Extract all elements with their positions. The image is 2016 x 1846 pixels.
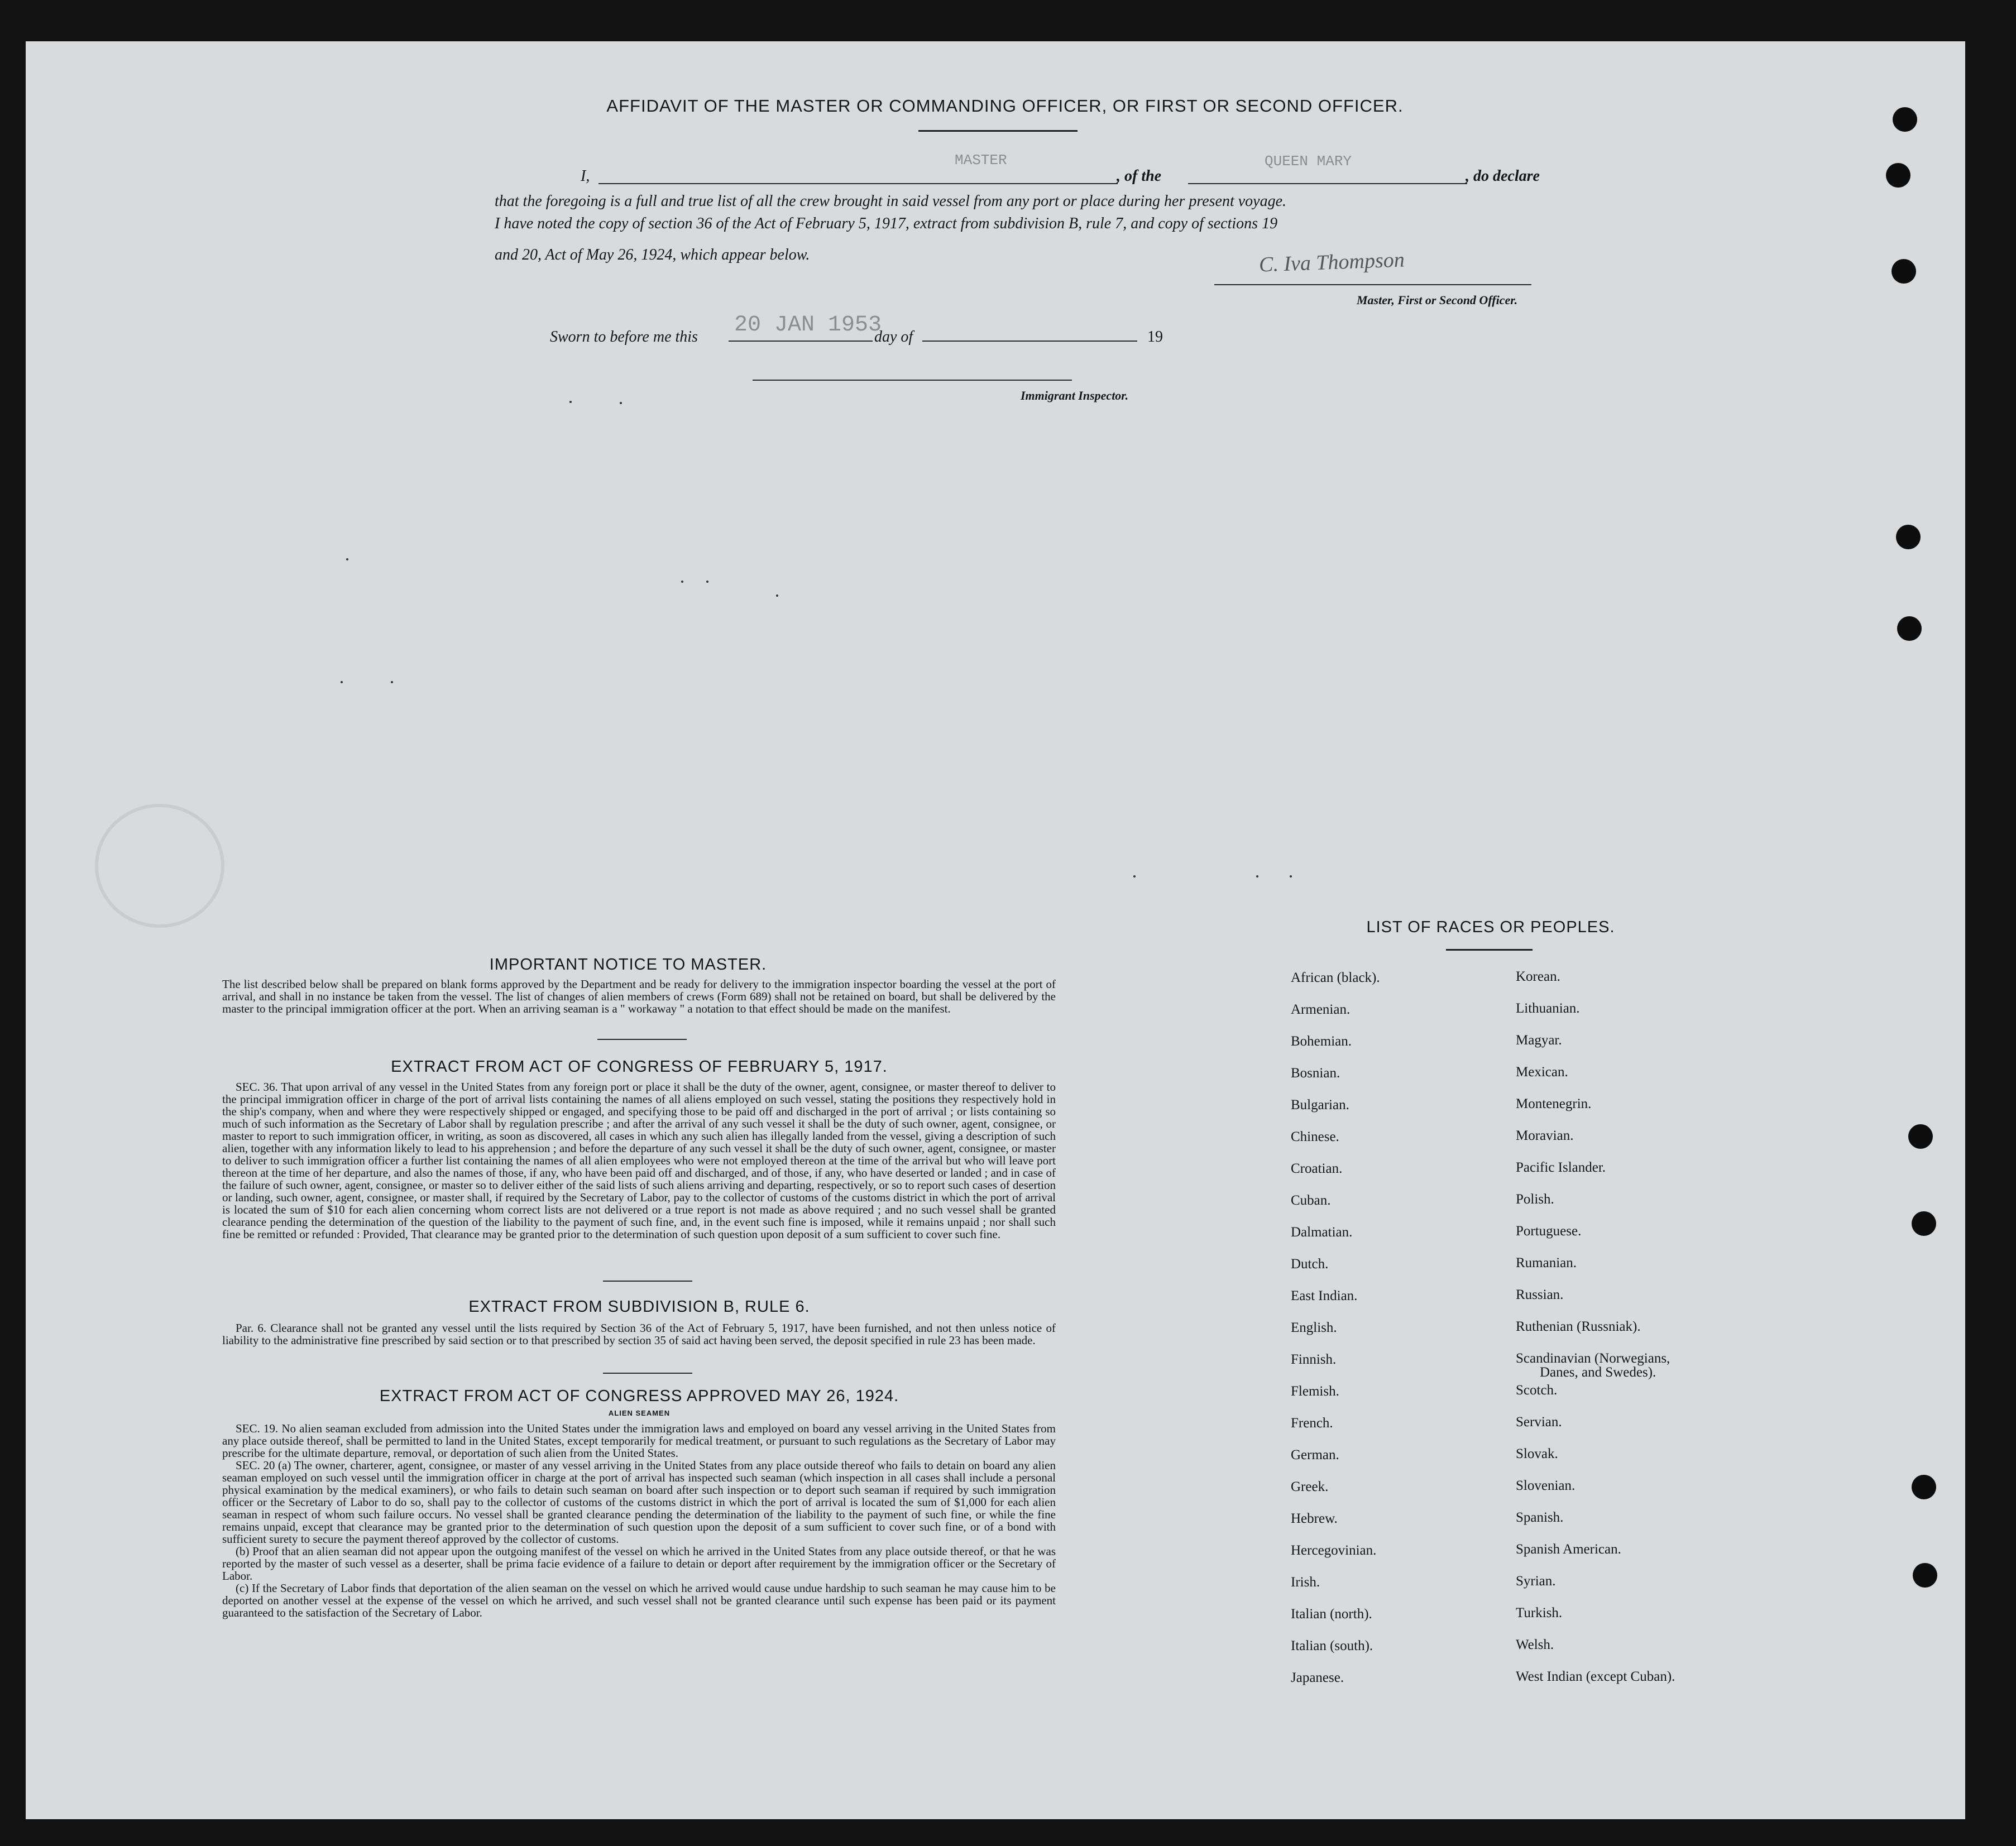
race-left-item: Dalmatian. (1291, 1225, 1353, 1240)
race-right-item: Polish. (1516, 1192, 1554, 1207)
signature-caption: Master, First or Second Officer. (1357, 293, 1518, 307)
race-right-item: Slovak. (1516, 1446, 1558, 1461)
notice-title: IMPORTANT NOTICE TO MASTER. (489, 956, 767, 974)
master-stamp: MASTER (955, 152, 1007, 169)
race-left-item: Cuban. (1291, 1193, 1331, 1208)
race-right-item: Turkish. (1516, 1605, 1563, 1620)
races-title: LIST OF RACES OR PEOPLES. (1366, 918, 1615, 936)
race-right-item-continued: Danes, and Swedes). (1540, 1365, 1656, 1380)
rule6-title: EXTRACT FROM SUBDIVISION B, RULE 6. (468, 1298, 810, 1316)
race-right-item: Pacific Islander. (1516, 1160, 1606, 1175)
race-left-item: Italian (north). (1291, 1607, 1372, 1622)
punch-hole (1892, 259, 1916, 284)
vessel-stamp: QUEEN MARY (1265, 153, 1352, 170)
extract-1917-body: SEC. 36. That upon arrival of any vessel in the United States from any foreign port or place it shall be the duty of the owner, agent, consignee, or master thereof to deliver to the principal immigration officer in charge of the port of arrival lists containing the names of all aliens employed on such vessel, stating the positions they respectively hold in the ship's company, when and where they were respectively shipped or engaged, and specifying those to be paid off and discharged in the port of arrival ; or lists containing so much of such information as the Secretary of Labor shall by regulation prescribe ; and after the arrival of any such vessel it shall be the duty of such owner, agent, consignee, or master to report to such immigration officer, in writing, as soon as discovered, all cases in which any such alien has illegally landed from the vessel, giving a description of such alien, together with any information likely to lead to his apprehension ; and before the departure of any such vessel it shall be the duty of such owner, agent, consignee, or master to deliver to such immigration officer a further list containing the names of all alien employees who were not employed thereon at the time of the arrival but who will leave port thereon at the time of her departure, and also the names of those, if any, who have been paid off and discharged, and of those, if any, who have deserted or landed ; and in case of the failure of such owner, agent, consignee, or master so to deliver either of the said lists of such aliens arriving and departing, respectively, or so to report such cases of desertion or landing, such owner, agent, consignee, or master shall, if required by the Secretary of Labor, pay to the collector of customs of the customs district in which the port of arrival is located the sum of $10 for each alien concerning whom correct lists are not delivered or a true report is not made as above required ; and no such vessel shall be granted clearance pending the determination of the question of the liability to the payment of such fine, and, in the event such fine is imposed, while it remains unpaid ; nor shall such fine be remitted or refunded : Provided, That clearance may be granted prior to the determination of such question upon deposit of a sum sufficient to cover such fine. (222, 1080, 1056, 1241)
race-left-item: German. (1291, 1447, 1339, 1463)
punch-hole (1893, 107, 1917, 132)
punch-hole (1896, 525, 1921, 549)
race-left-item: Bohemian. (1291, 1034, 1352, 1049)
race-right-item: Moravian. (1516, 1128, 1574, 1143)
race-right-item: Scotch. (1516, 1383, 1558, 1398)
section-19: SEC. 19. No alien seaman excluded from admission into the United States under the immigration laws and employed on board any vessel arriving in the United States from any place outside thereof, shall be permitted to land in the United States, except temporarily for medical treatment, or pursuant to such regulations as the Secretary of Labor may prescribe for the ultimate departure, removal, or deportation of such alien from the United States. (222, 1422, 1056, 1460)
inspector-line (753, 380, 1072, 381)
race-left-item: African (black). (1291, 970, 1380, 985)
race-left-item: French. (1291, 1416, 1333, 1431)
race-right-item: Magyar. (1516, 1033, 1562, 1048)
rule6-divider (603, 1373, 692, 1374)
speck (706, 581, 708, 583)
of-the-label: , of the (1117, 167, 1162, 185)
race-right-item: Spanish American. (1516, 1542, 1621, 1557)
race-left-item: Armenian. (1291, 1002, 1351, 1017)
speck (346, 558, 348, 560)
race-right-item: Russian. (1516, 1287, 1564, 1302)
races-title-underline (1446, 949, 1533, 951)
punch-hole (1908, 1124, 1933, 1149)
race-left-item: Croatian. (1291, 1161, 1343, 1176)
section-20a: SEC. 20 (a) The owner, charterer, agent, consignee, or master of any vessel arriving in the United States from any place outside thereof who fails to detain on board any alien seaman employed on such vessel until the immigration officer in charge at the port of arrival has inspected such seaman (which inspection in all cases shall include a personal physical examination by the medical examiners), or who fails to detain such seaman on board after such inspection or to deport such seaman if required by such immigration officer or the Secretary of Labor to do so, shall pay to the collector of customs of the customs district in which the port of arrival is located the sum of $1,000 for each alien seaman in respect of whom such failure occurs. No vessel shall be granted clearance pending the determination of the liability to the payment of such fine, or while the fine remains unpaid, except that clearance may be granted prior to the determination of such question upon the deposit of a sum sufficient to cover such fine, or of a bond with sufficient surety to secure the payment thereof approved by the collector of customs. (222, 1459, 1056, 1546)
speck (776, 594, 778, 597)
race-right-item: Spanish. (1516, 1510, 1564, 1525)
inspector-caption: Immigrant Inspector. (1021, 389, 1129, 402)
race-right-item: Servian. (1516, 1415, 1562, 1430)
race-left-item: Bosnian. (1291, 1066, 1340, 1081)
extract-1917-title: EXTRACT FROM ACT OF CONGRESS OF FEBRUARY 5, 1917. (391, 1058, 888, 1076)
race-left-item: Flemish. (1291, 1384, 1339, 1399)
year-prefix: 19 (1147, 328, 1163, 346)
title-underline (918, 130, 1078, 132)
speck (391, 681, 393, 683)
race-left-item: English. (1291, 1320, 1337, 1335)
speck (569, 401, 572, 403)
race-right-item: Mexican. (1516, 1065, 1568, 1080)
date-stamp: 20 JAN 1953 (734, 313, 882, 338)
race-right-item: Welsh. (1516, 1637, 1554, 1652)
sworn-prefix: Sworn to before me this (550, 328, 698, 346)
race-left-item: Dutch. (1291, 1257, 1329, 1272)
section-20b: (b) Proof that an alien seaman did not appear upon the outgoing manifest of the vessel on which he arrived in the United States from any place outside thereof, or that he was reported by the master of such vessel as a deserter, shall be prima facie evidence of a failure to detain or deport after requirement by the immigration officer or the Secretary of Labor. (222, 1545, 1056, 1583)
speck (681, 581, 683, 583)
speck (1290, 875, 1292, 878)
race-right-item: Ruthenian (Russniak). (1516, 1319, 1641, 1334)
race-left-item: Hercegovinian. (1291, 1543, 1377, 1558)
day-of-label: day of (874, 328, 913, 346)
race-left-item: Irish. (1291, 1575, 1320, 1590)
punch-hole (1912, 1475, 1936, 1499)
race-right-item: Rumanian. (1516, 1255, 1577, 1270)
signature-line (1214, 284, 1531, 285)
declaration-line-3: I have noted the copy of section 36 of the Act of February 5, 1917, extract from subdivision B, rule 7, and copy of sections 19 (495, 215, 1278, 232)
race-left-item: Hebrew. (1291, 1511, 1338, 1526)
declarant-prefix: I, (581, 167, 590, 185)
section-20c: (c) If the Secretary of Labor finds that deportation of the alien seaman on the vessel on which he arrived would cause undue hardship to such seaman he may cause him to be deported on another vessel at the expense of the vessel on which he arrived, and such vessel shall not be granted clearance until such expense has been paid or its payment guaranteed to the satisfaction of the Secretary of Labor. (222, 1581, 1056, 1619)
race-left-item: Chinese. (1291, 1129, 1339, 1144)
race-left-item: Bulgarian. (1291, 1097, 1349, 1113)
signature: C. Iva Thompson (1258, 248, 1405, 277)
race-right-item: Syrian. (1516, 1574, 1556, 1589)
declaration-line-2: that the foregoing is a full and true list of all the crew brought in said vessel from any port or place during her present voyage. (495, 193, 1287, 210)
notice-body: The list described below shall be prepared on blank forms approved by the Department and be ready for delivery to the immigration inspector boarding the vessel at the port of arrival, and shall in no instance be taken from the vessel. The list of changes of alien members of crews (Form 689) shall not be retained on board, but shall be delivered by the master to the principal immigration officer at the port. When an arriving seaman is a " workaway " a notation to that effect should be made on the manifest. (222, 977, 1056, 1015)
race-left-item: Finnish. (1291, 1352, 1337, 1367)
affidavit-title: AFFIDAVIT OF THE MASTER OR COMMANDING OFFICER, OR FIRST OR SECOND OFFICER. (606, 96, 1404, 116)
extract-1924-title: EXTRACT FROM ACT OF CONGRESS APPROVED MAY 26, 1924. (379, 1387, 899, 1405)
punch-hole (1912, 1211, 1936, 1236)
race-right-item: Korean. (1516, 969, 1560, 984)
race-right-item: West Indian (except Cuban). (1516, 1669, 1675, 1684)
faded-seal (95, 804, 224, 928)
punch-hole (1897, 616, 1922, 641)
sworn-month-line (922, 341, 1137, 342)
extract-1924-subtitle: ALIEN SEAMEN (608, 1409, 671, 1417)
race-right-item: Scandinavian (Norwegians, (1516, 1351, 1670, 1366)
race-left-item: Italian (south). (1291, 1638, 1373, 1653)
speck (1256, 875, 1258, 878)
race-left-item: East Indian. (1291, 1288, 1358, 1303)
race-right-item: Slovenian. (1516, 1478, 1576, 1493)
punch-hole (1913, 1563, 1937, 1588)
race-right-item: Montenegrin. (1516, 1096, 1592, 1111)
speck (620, 402, 622, 404)
vessel-line (1188, 183, 1467, 184)
rule6-body: Par. 6. Clearance shall not be granted any vessel until the lists required by Section 36 of the Act of February 5, 1917, have been furnished, and not then unless notice of liability to the administrative fine prescribed by said section or to that prescribed by section 35 of said act having been served, the deposit specified in rule 23 has been made. (222, 1321, 1056, 1347)
speck (341, 681, 343, 683)
declarant-line (598, 183, 1118, 184)
race-right-item: Lithuanian. (1516, 1001, 1580, 1016)
declare-label: , do declare (1466, 167, 1540, 185)
race-right-item: Portuguese. (1516, 1224, 1582, 1239)
declaration-line-4: and 20, Act of May 26, 1924, which appear below. (495, 246, 810, 263)
speck (1133, 875, 1136, 878)
sworn-day-line (729, 341, 873, 342)
race-left-item: Greek. (1291, 1479, 1329, 1494)
race-left-item: Japanese. (1291, 1670, 1344, 1685)
notice-divider (597, 1039, 687, 1040)
extract-1917-divider (603, 1281, 692, 1282)
punch-hole (1886, 163, 1910, 188)
extract-1924-body (222, 1422, 1056, 1619)
